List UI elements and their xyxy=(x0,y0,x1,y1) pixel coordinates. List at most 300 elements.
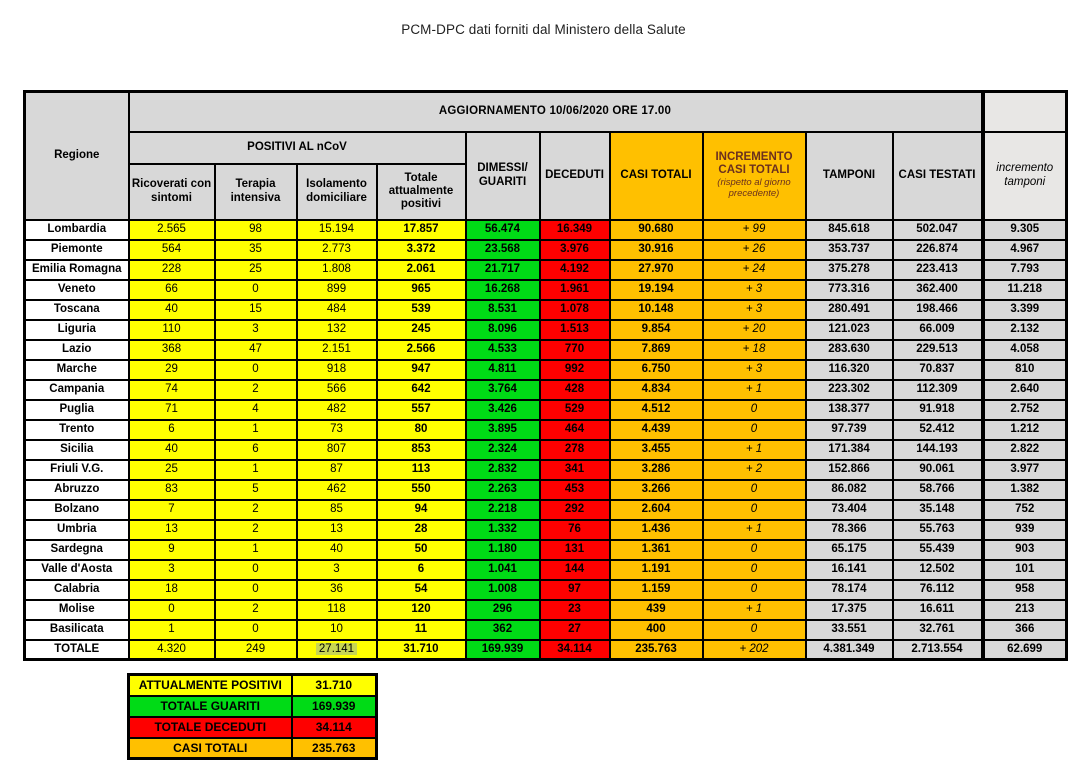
header-incremento-title: INCREMENTO CASI TOTALI xyxy=(715,150,793,177)
cell-deceduti: 16.349 xyxy=(540,220,610,240)
cell-ricoverati: 1 xyxy=(129,620,215,640)
cell-incremento: + 3 xyxy=(703,280,806,300)
cell-totale_positivi: 31.710 xyxy=(377,640,466,660)
cell-dimessi: 1.041 xyxy=(466,560,540,580)
cell-tamponi: 280.491 xyxy=(806,300,893,320)
cell-incremento: + 2 xyxy=(703,460,806,480)
cell-isolamento: 566 xyxy=(297,380,377,400)
table-row-calabria xyxy=(25,580,1067,600)
legend-row-casi-totali xyxy=(129,738,377,759)
cell-deceduti: 27 xyxy=(540,620,610,640)
legend-label: CASI TOTALI xyxy=(129,738,292,759)
cell-deceduti: 144 xyxy=(540,560,610,580)
cell-casi_testati: 76.112 xyxy=(893,580,983,600)
cell-deceduti: 4.192 xyxy=(540,260,610,280)
cell-incremento: + 99 xyxy=(703,220,806,240)
cell-casi_totali: 1.436 xyxy=(610,520,703,540)
table-row-campania xyxy=(25,380,1067,400)
cell-ricoverati: 564 xyxy=(129,240,215,260)
cell-deceduti: 34.114 xyxy=(540,640,610,660)
cell-totale_positivi: 94 xyxy=(377,500,466,520)
cell-totale_positivi: 11 xyxy=(377,620,466,640)
cell-isolamento: 10 xyxy=(297,620,377,640)
header-dimessi-guariti: DIMESSI/ GUARITI xyxy=(466,132,540,220)
cell-dimessi: 296 xyxy=(466,600,540,620)
cell-dimessi: 2.832 xyxy=(466,460,540,480)
cell-incremento: 0 xyxy=(703,560,806,580)
cell-regione: Lombardia xyxy=(25,220,129,240)
cell-casi_testati: 226.874 xyxy=(893,240,983,260)
cell-incremento: + 1 xyxy=(703,380,806,400)
cell-totale_positivi: 54 xyxy=(377,580,466,600)
page-title: PCM-DPC dati forniti dal Ministero della Salute xyxy=(401,22,686,37)
cell-terapia: 5 xyxy=(215,480,297,500)
cell-casi_totali: 1.159 xyxy=(610,580,703,600)
cell-casi_testati: 90.061 xyxy=(893,460,983,480)
cell-incremento_tamponi: 3.977 xyxy=(983,460,1067,480)
cell-ricoverati: 40 xyxy=(129,440,215,460)
table-row-liguria xyxy=(25,320,1067,340)
cell-incremento_tamponi: 62.699 xyxy=(983,640,1067,660)
cell-isolamento: 36 xyxy=(297,580,377,600)
cell-casi_testati: 2.713.554 xyxy=(893,640,983,660)
cell-tamponi: 138.377 xyxy=(806,400,893,420)
highlighted-value: 27.141 xyxy=(316,643,357,655)
header-incremento-casi-totali xyxy=(703,132,806,220)
cell-regione: Veneto xyxy=(25,280,129,300)
cell-dimessi: 3.764 xyxy=(466,380,540,400)
cell-casi_totali: 6.750 xyxy=(610,360,703,380)
cell-incremento_tamponi: 2.132 xyxy=(983,320,1067,340)
cell-totale_positivi: 3.372 xyxy=(377,240,466,260)
legend-label: TOTALE DECEDUTI xyxy=(129,717,292,738)
cell-isolamento: 484 xyxy=(297,300,377,320)
cell-dimessi: 21.717 xyxy=(466,260,540,280)
cell-deceduti: 1.078 xyxy=(540,300,610,320)
cell-casi_totali: 3.266 xyxy=(610,480,703,500)
cell-dimessi: 2.218 xyxy=(466,500,540,520)
cell-incremento_tamponi: 958 xyxy=(983,580,1067,600)
cell-totale_positivi: 2.061 xyxy=(377,260,466,280)
cell-totale_positivi: 80 xyxy=(377,420,466,440)
cell-terapia: 47 xyxy=(215,340,297,360)
cell-dimessi: 4.811 xyxy=(466,360,540,380)
cell-regione: Marche xyxy=(25,360,129,380)
cell-deceduti: 529 xyxy=(540,400,610,420)
cell-dimessi: 16.268 xyxy=(466,280,540,300)
table-row-marche xyxy=(25,360,1067,380)
summary-legend xyxy=(127,673,378,760)
cell-tamponi: 73.404 xyxy=(806,500,893,520)
cell-dimessi: 3.895 xyxy=(466,420,540,440)
update-banner: AGGIORNAMENTO 10/06/2020 ORE 17.00 xyxy=(129,92,983,132)
cell-terapia: 1 xyxy=(215,420,297,440)
cell-ricoverati: 368 xyxy=(129,340,215,360)
cell-incremento: + 3 xyxy=(703,360,806,380)
cell-incremento: + 1 xyxy=(703,440,806,460)
table-row-trento xyxy=(25,420,1067,440)
cell-terapia: 0 xyxy=(215,580,297,600)
cell-dimessi: 3.426 xyxy=(466,400,540,420)
cell-terapia: 2 xyxy=(215,520,297,540)
cell-tamponi: 223.302 xyxy=(806,380,893,400)
cell-ricoverati: 18 xyxy=(129,580,215,600)
cell-incremento_tamponi: 2.822 xyxy=(983,440,1067,460)
cell-regione: Sicilia xyxy=(25,440,129,460)
cell-deceduti: 97 xyxy=(540,580,610,600)
cell-terapia: 2 xyxy=(215,500,297,520)
cell-tamponi: 78.366 xyxy=(806,520,893,540)
header-regione: Regione xyxy=(25,92,129,220)
cell-isolamento: 918 xyxy=(297,360,377,380)
cell-isolamento: 40 xyxy=(297,540,377,560)
legend-label: ATTUALMENTE POSITIVI xyxy=(129,675,292,696)
legend-value: 235.763 xyxy=(292,738,377,759)
cell-isolamento: 85 xyxy=(297,500,377,520)
cell-totale_positivi: 642 xyxy=(377,380,466,400)
cell-regione: Lazio xyxy=(25,340,129,360)
cell-regione: Valle d'Aosta xyxy=(25,560,129,580)
cell-isolamento: 807 xyxy=(297,440,377,460)
cell-regione: Umbria xyxy=(25,520,129,540)
cell-ricoverati: 228 xyxy=(129,260,215,280)
cell-terapia: 35 xyxy=(215,240,297,260)
cell-incremento_tamponi: 213 xyxy=(983,600,1067,620)
cell-regione: Campania xyxy=(25,380,129,400)
cell-casi_testati: 52.412 xyxy=(893,420,983,440)
cell-isolamento: 2.151 xyxy=(297,340,377,360)
table-row-valle-d-aosta xyxy=(25,560,1067,580)
cell-tamponi: 65.175 xyxy=(806,540,893,560)
cell-terapia: 2 xyxy=(215,380,297,400)
cell-tamponi: 4.381.349 xyxy=(806,640,893,660)
cell-casi_totali: 1.361 xyxy=(610,540,703,560)
cell-totale_positivi: 965 xyxy=(377,280,466,300)
legend-row-attualmente-positivi xyxy=(129,675,377,696)
cell-tamponi: 283.630 xyxy=(806,340,893,360)
cell-incremento_tamponi: 1.382 xyxy=(983,480,1067,500)
cell-ricoverati: 66 xyxy=(129,280,215,300)
cell-casi_testati: 229.513 xyxy=(893,340,983,360)
table-row-toscana xyxy=(25,300,1067,320)
cell-deceduti: 1.961 xyxy=(540,280,610,300)
legend-value: 34.114 xyxy=(292,717,377,738)
cell-totale_positivi: 557 xyxy=(377,400,466,420)
cell-incremento: + 202 xyxy=(703,640,806,660)
cell-casi_totali: 439 xyxy=(610,600,703,620)
cell-dimessi: 169.939 xyxy=(466,640,540,660)
cell-terapia: 15 xyxy=(215,300,297,320)
header-casi-totali: CASI TOTALI xyxy=(610,132,703,220)
cell-deceduti: 453 xyxy=(540,480,610,500)
cell-regione: Basilicata xyxy=(25,620,129,640)
cell-incremento: + 20 xyxy=(703,320,806,340)
table-row-friuli-v-g xyxy=(25,460,1067,480)
cell-casi_totali: 19.194 xyxy=(610,280,703,300)
cell-deceduti: 131 xyxy=(540,540,610,560)
cell-ricoverati: 7 xyxy=(129,500,215,520)
header-isolamento: Isolamento domiciliare xyxy=(297,164,377,220)
legend-value: 169.939 xyxy=(292,696,377,717)
cell-totale_positivi: 120 xyxy=(377,600,466,620)
table-row-emilia-romagna xyxy=(25,260,1067,280)
cell-isolamento: 87 xyxy=(297,460,377,480)
cell-regione: Abruzzo xyxy=(25,480,129,500)
cell-ricoverati: 40 xyxy=(129,300,215,320)
cell-incremento_tamponi: 4.967 xyxy=(983,240,1067,260)
cell-casi_totali: 7.869 xyxy=(610,340,703,360)
cell-incremento_tamponi: 101 xyxy=(983,560,1067,580)
table-row-basilicata xyxy=(25,620,1067,640)
cell-tamponi: 86.082 xyxy=(806,480,893,500)
cell-ricoverati: 29 xyxy=(129,360,215,380)
cell-incremento_tamponi: 7.793 xyxy=(983,260,1067,280)
cell-dimessi: 1.008 xyxy=(466,580,540,600)
cell-incremento: 0 xyxy=(703,540,806,560)
cell-deceduti: 341 xyxy=(540,460,610,480)
cell-casi_totali: 30.916 xyxy=(610,240,703,260)
cell-incremento_tamponi: 810 xyxy=(983,360,1067,380)
cell-tamponi: 116.320 xyxy=(806,360,893,380)
cell-tamponi: 121.023 xyxy=(806,320,893,340)
cell-ricoverati: 13 xyxy=(129,520,215,540)
cell-dimessi: 56.474 xyxy=(466,220,540,240)
cell-totale_positivi: 853 xyxy=(377,440,466,460)
cell-casi_testati: 55.763 xyxy=(893,520,983,540)
cell-ricoverati: 83 xyxy=(129,480,215,500)
cell-terapia: 1 xyxy=(215,460,297,480)
cell-deceduti: 428 xyxy=(540,380,610,400)
cell-terapia: 98 xyxy=(215,220,297,240)
cell-casi_totali: 2.604 xyxy=(610,500,703,520)
cell-casi_totali: 3.455 xyxy=(610,440,703,460)
cell-terapia: 2 xyxy=(215,600,297,620)
table-row-molise xyxy=(25,600,1067,620)
cell-dimessi: 23.568 xyxy=(466,240,540,260)
cell-totale_positivi: 550 xyxy=(377,480,466,500)
cell-tamponi: 16.141 xyxy=(806,560,893,580)
cell-totale_positivi: 245 xyxy=(377,320,466,340)
covid-data-table xyxy=(23,90,1068,661)
cell-ricoverati: 9 xyxy=(129,540,215,560)
cell-terapia: 249 xyxy=(215,640,297,660)
cell-totale_positivi: 50 xyxy=(377,540,466,560)
cell-regione: Emilia Romagna xyxy=(25,260,129,280)
cell-casi_testati: 112.309 xyxy=(893,380,983,400)
cell-incremento: + 24 xyxy=(703,260,806,280)
cell-casi_testati: 58.766 xyxy=(893,480,983,500)
cell-ricoverati: 25 xyxy=(129,460,215,480)
cell-terapia: 0 xyxy=(215,560,297,580)
cell-incremento: + 1 xyxy=(703,520,806,540)
cell-incremento_tamponi: 9.305 xyxy=(983,220,1067,240)
cell-regione: Bolzano xyxy=(25,500,129,520)
cell-deceduti: 23 xyxy=(540,600,610,620)
cell-isolamento: 3 xyxy=(297,560,377,580)
cell-isolamento: 462 xyxy=(297,480,377,500)
cell-regione: Sardegna xyxy=(25,540,129,560)
cell-isolamento: 13 xyxy=(297,520,377,540)
cell-tamponi: 375.278 xyxy=(806,260,893,280)
cell-incremento_tamponi: 4.058 xyxy=(983,340,1067,360)
cell-isolamento: 15.194 xyxy=(297,220,377,240)
cell-ricoverati: 0 xyxy=(129,600,215,620)
table-row-totale xyxy=(25,640,1067,660)
cell-incremento: 0 xyxy=(703,400,806,420)
cell-casi_totali: 3.286 xyxy=(610,460,703,480)
cell-regione: Piemonte xyxy=(25,240,129,260)
cell-dimessi: 8.096 xyxy=(466,320,540,340)
cell-casi_totali: 4.439 xyxy=(610,420,703,440)
header-empty-corner xyxy=(983,92,1067,132)
table-row-umbria xyxy=(25,520,1067,540)
cell-ricoverati: 2.565 xyxy=(129,220,215,240)
cell-ricoverati: 110 xyxy=(129,320,215,340)
cell-casi_testati: 16.611 xyxy=(893,600,983,620)
cell-tamponi: 33.551 xyxy=(806,620,893,640)
cell-incremento: 0 xyxy=(703,580,806,600)
cell-isolamento: 2.773 xyxy=(297,240,377,260)
cell-totale_positivi: 6 xyxy=(377,560,466,580)
cell-ricoverati: 74 xyxy=(129,380,215,400)
cell-totale_positivi: 2.566 xyxy=(377,340,466,360)
cell-incremento: + 26 xyxy=(703,240,806,260)
cell-incremento: 0 xyxy=(703,420,806,440)
cell-casi_testati: 144.193 xyxy=(893,440,983,460)
header-terapia-intensiva: Terapia intensiva xyxy=(215,164,297,220)
header-totale-positivi: Totale attualmente positivi xyxy=(377,164,466,220)
cell-tamponi: 97.739 xyxy=(806,420,893,440)
cell-casi_totali: 9.854 xyxy=(610,320,703,340)
cell-incremento_tamponi: 752 xyxy=(983,500,1067,520)
cell-casi_testati: 35.148 xyxy=(893,500,983,520)
table-row-lazio xyxy=(25,340,1067,360)
cell-deceduti: 1.513 xyxy=(540,320,610,340)
cell-ricoverati: 4.320 xyxy=(129,640,215,660)
cell-incremento_tamponi: 1.212 xyxy=(983,420,1067,440)
cell-totale_positivi: 947 xyxy=(377,360,466,380)
cell-casi_totali: 4.834 xyxy=(610,380,703,400)
cell-incremento: 0 xyxy=(703,620,806,640)
cell-casi_totali: 1.191 xyxy=(610,560,703,580)
cell-incremento_tamponi: 3.399 xyxy=(983,300,1067,320)
cell-ricoverati: 3 xyxy=(129,560,215,580)
cell-regione: Molise xyxy=(25,600,129,620)
table-row-bolzano xyxy=(25,500,1067,520)
cell-totale_positivi: 17.857 xyxy=(377,220,466,240)
table-row-piemonte xyxy=(25,240,1067,260)
header-incremento-tamponi: incremento tamponi xyxy=(983,132,1067,220)
cell-incremento: 0 xyxy=(703,500,806,520)
cell-terapia: 25 xyxy=(215,260,297,280)
cell-casi_testati: 502.047 xyxy=(893,220,983,240)
legend-label: TOTALE GUARITI xyxy=(129,696,292,717)
cell-casi_testati: 223.413 xyxy=(893,260,983,280)
cell-tamponi: 773.316 xyxy=(806,280,893,300)
cell-casi_testati: 70.837 xyxy=(893,360,983,380)
cell-tamponi: 78.174 xyxy=(806,580,893,600)
cell-totale_positivi: 539 xyxy=(377,300,466,320)
cell-tamponi: 353.737 xyxy=(806,240,893,260)
cell-isolamento: 482 xyxy=(297,400,377,420)
cell-regione: Toscana xyxy=(25,300,129,320)
cell-tamponi: 152.866 xyxy=(806,460,893,480)
legend-row-totale-deceduti xyxy=(129,717,377,738)
cell-totale_positivi: 113 xyxy=(377,460,466,480)
cell-incremento_tamponi: 903 xyxy=(983,540,1067,560)
cell-casi_testati: 12.502 xyxy=(893,560,983,580)
cell-deceduti: 992 xyxy=(540,360,610,380)
table-row-sicilia xyxy=(25,440,1067,460)
cell-incremento: + 1 xyxy=(703,600,806,620)
cell-casi_testati: 362.400 xyxy=(893,280,983,300)
cell-tamponi: 17.375 xyxy=(806,600,893,620)
cell-regione: Friuli V.G. xyxy=(25,460,129,480)
cell-casi_totali: 10.148 xyxy=(610,300,703,320)
cell-dimessi: 2.263 xyxy=(466,480,540,500)
cell-incremento_tamponi: 11.218 xyxy=(983,280,1067,300)
cell-casi_testati: 32.761 xyxy=(893,620,983,640)
cell-deceduti: 3.976 xyxy=(540,240,610,260)
legend-row-totale-guariti xyxy=(129,696,377,717)
cell-casi_totali: 90.680 xyxy=(610,220,703,240)
cell-casi_totali: 235.763 xyxy=(610,640,703,660)
cell-isolamento: 132 xyxy=(297,320,377,340)
cell-tamponi: 171.384 xyxy=(806,440,893,460)
cell-casi_totali: 27.970 xyxy=(610,260,703,280)
cell-regione: Liguria xyxy=(25,320,129,340)
table-row-sardegna xyxy=(25,540,1067,560)
cell-casi_totali: 4.512 xyxy=(610,400,703,420)
cell-casi_testati: 66.009 xyxy=(893,320,983,340)
cell-terapia: 3 xyxy=(215,320,297,340)
table-row-lombardia xyxy=(25,220,1067,240)
cell-terapia: 4 xyxy=(215,400,297,420)
cell-casi_testati: 91.918 xyxy=(893,400,983,420)
cell-terapia: 6 xyxy=(215,440,297,460)
cell-dimessi: 362 xyxy=(466,620,540,640)
cell-isolamento xyxy=(297,640,377,660)
cell-dimessi: 2.324 xyxy=(466,440,540,460)
cell-terapia: 1 xyxy=(215,540,297,560)
cell-casi_testati: 198.466 xyxy=(893,300,983,320)
cell-dimessi: 4.533 xyxy=(466,340,540,360)
cell-deceduti: 292 xyxy=(540,500,610,520)
cell-isolamento: 118 xyxy=(297,600,377,620)
cell-deceduti: 278 xyxy=(540,440,610,460)
cell-regione: Trento xyxy=(25,420,129,440)
cell-incremento: + 3 xyxy=(703,300,806,320)
cell-isolamento: 1.808 xyxy=(297,260,377,280)
cell-dimessi: 8.531 xyxy=(466,300,540,320)
cell-regione: Puglia xyxy=(25,400,129,420)
cell-tamponi: 845.618 xyxy=(806,220,893,240)
table-row-veneto xyxy=(25,280,1067,300)
cell-deceduti: 76 xyxy=(540,520,610,540)
cell-incremento: + 18 xyxy=(703,340,806,360)
cell-ricoverati: 6 xyxy=(129,420,215,440)
table-row-abruzzo xyxy=(25,480,1067,500)
cell-terapia: 0 xyxy=(215,360,297,380)
cell-casi_totali: 400 xyxy=(610,620,703,640)
cell-incremento: 0 xyxy=(703,480,806,500)
cell-dimessi: 1.180 xyxy=(466,540,540,560)
table-row-puglia xyxy=(25,400,1067,420)
cell-isolamento: 73 xyxy=(297,420,377,440)
header-tamponi: TAMPONI xyxy=(806,132,893,220)
cell-casi_testati: 55.439 xyxy=(893,540,983,560)
cell-incremento_tamponi: 2.752 xyxy=(983,400,1067,420)
